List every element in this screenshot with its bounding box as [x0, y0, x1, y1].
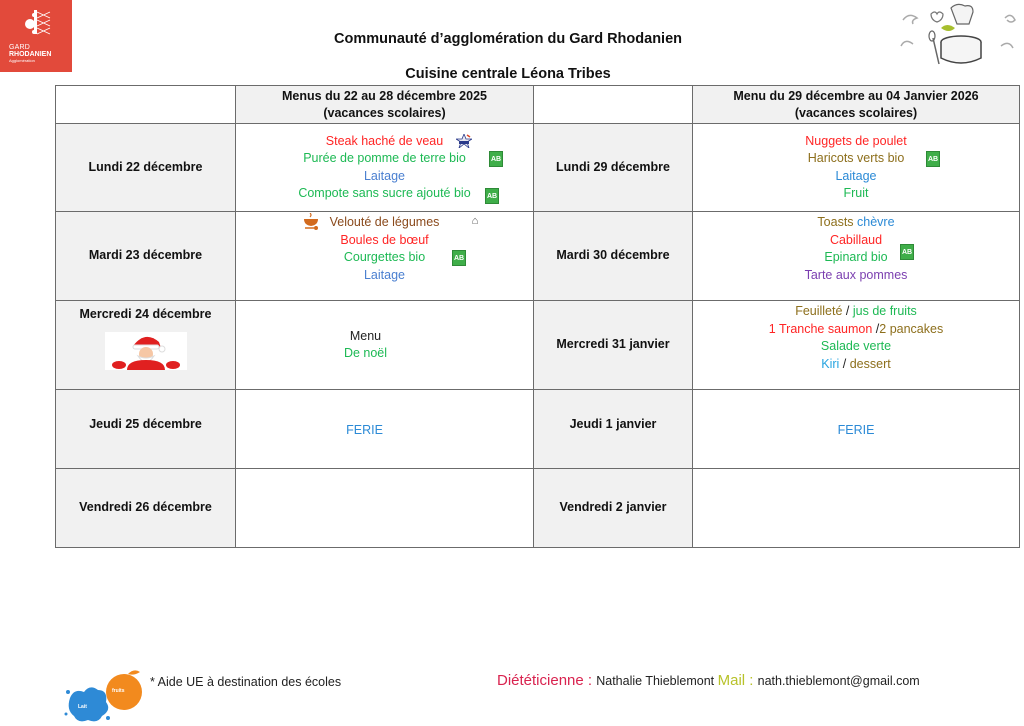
menu-item: Nuggets de poulet: [805, 133, 907, 148]
header-corner-cell: [56, 86, 236, 124]
organization-title: Communauté d’agglomération du Gard Rhodanien: [333, 31, 682, 47]
fruits-legumes-ecole-logo: [106, 670, 142, 710]
day-cell: Lundi 22 décembre: [56, 124, 236, 212]
menu-item: FERIE: [346, 423, 383, 438]
menu-item: Boules de bœuf: [340, 232, 429, 247]
kitchen-title: Cuisine centrale Léona Tribes: [405, 66, 611, 82]
logo-line3: Agglomération: [9, 58, 35, 63]
day-label: Jeudi 1 janvier: [569, 417, 657, 432]
menu-item-part: Kiri: [821, 356, 843, 371]
menu-item-part: 1 Tranche saumon: [768, 321, 876, 336]
table-row: [56, 212, 1020, 301]
menu-item-text: Haricots verts bio: [807, 151, 905, 165]
ab-bio-icon: AB: [900, 244, 914, 260]
day-cell: Mercredi 31 janvier: [534, 301, 693, 390]
dietitian-label: Diététicienne :: [497, 672, 597, 689]
menu-cell: [693, 124, 1020, 212]
menu-cell: [236, 469, 534, 548]
menu-item: [693, 356, 1019, 374]
menu-item: [236, 185, 533, 203]
logo-line2: RHODANIEN: [9, 51, 52, 58]
day-cell: Vendredi 2 janvier: [534, 469, 693, 548]
table-row: [56, 124, 1020, 212]
day-cell: [534, 390, 693, 469]
menu-item: [693, 150, 1019, 168]
menu-item: Cabillaud: [829, 232, 883, 247]
menu-cell: [236, 212, 534, 301]
ab-bio-icon: AB: [485, 188, 499, 204]
homemade-icon: ⌂: [471, 215, 479, 227]
day-cell: Vendredi 26 décembre: [56, 469, 236, 548]
menu-cell: [693, 469, 1020, 548]
menu-item: Fruit: [843, 186, 869, 200]
lait-produits-laitiers-ecole-logo: [65, 687, 111, 721]
table-row: [56, 301, 1020, 390]
day-label: Mercredi 24 décembre: [79, 307, 212, 322]
menu-cell: [693, 301, 1020, 390]
menu-item-part: Toasts: [817, 215, 858, 229]
menu-item-part: dessert: [849, 356, 891, 371]
menu-item: Menu: [349, 328, 382, 343]
menu-item-part: jus de fruits: [852, 304, 917, 318]
menu-item-text: Purée de pomme de terre bio: [303, 151, 466, 165]
menu-cell: [693, 390, 1020, 469]
soup-bowl-icon: [302, 213, 320, 231]
menu-item: [693, 214, 1019, 232]
menu-item-part: /: [845, 304, 853, 318]
menu-item: [693, 249, 1019, 267]
santa-claus-icon: [105, 332, 187, 370]
menu-item-part: 2 pancakes: [879, 321, 944, 336]
dietitian-name: Nathalie Thieblemont: [596, 674, 718, 688]
menu-item-part: chèvre: [857, 215, 895, 229]
svg-text:fruits: fruits: [112, 688, 125, 694]
week2-title: Menu du 29 décembre au 04 Janvier 2026: [733, 88, 979, 103]
week1-note: (vacances scolaires): [323, 105, 446, 120]
menu-item: Tarte aux pommes: [804, 267, 908, 282]
menu-item-text: Courgettes bio: [343, 250, 426, 264]
menu-item: [236, 214, 533, 232]
menu-item: De noël: [343, 346, 388, 360]
day-cell: Mardi 23 décembre: [56, 212, 236, 301]
menu-item-text: Compote sans sucre ajouté bio: [298, 186, 471, 200]
menu-cell: [693, 212, 1020, 301]
menu-item: Laitage: [835, 168, 877, 183]
day-cell: Mardi 30 décembre: [534, 212, 693, 301]
menu-item: Salade verte: [820, 339, 892, 353]
menu-item-text: Steak haché de veau: [325, 133, 444, 148]
week2-header: [693, 86, 1020, 124]
menu-item-text: Velouté de légumes: [329, 215, 440, 229]
menu-item: Laitage: [363, 168, 405, 183]
eu-aid-note: * Aide UE à destination des écoles: [150, 675, 342, 689]
table-row: [56, 469, 1020, 548]
svg-text:Lait: Lait: [78, 704, 87, 710]
menu-item-part: /: [875, 321, 880, 336]
viande-bovine-francaise-icon: [456, 134, 472, 148]
menu-item: [236, 133, 533, 151]
header-corner-cell-2: [534, 86, 693, 124]
mail-label: Mail :: [717, 672, 758, 689]
menu-item-part: Feuilleté: [795, 304, 846, 318]
menu-cell: [236, 301, 534, 390]
menu-item: [236, 150, 533, 168]
ab-bio-icon: AB: [452, 250, 466, 266]
day-cell: Lundi 29 décembre: [534, 124, 693, 212]
ab-bio-icon: AB: [489, 151, 503, 167]
menu-item-part: /: [842, 356, 850, 371]
day-label: Jeudi 25 décembre: [89, 417, 202, 432]
week1-header: [236, 86, 534, 124]
week1-title: Menus du 22 au 28 décembre 2025: [282, 88, 487, 103]
menu-item-text: Epinard bio: [824, 250, 888, 264]
menu-item: [236, 249, 533, 267]
ab-bio-icon: AB: [926, 151, 940, 167]
contact-line: [497, 672, 920, 689]
mail-address[interactable]: nath.thieblemont@gmail.com: [757, 674, 920, 688]
table-row: [56, 390, 1020, 469]
menu-cell: [236, 390, 534, 469]
menu-item: [693, 303, 1019, 321]
menu-cell: [236, 124, 534, 212]
menu-item: Laitage: [363, 267, 405, 282]
week2-note: (vacances scolaires): [794, 105, 918, 120]
table-header-row: [56, 86, 1020, 124]
logo-line1: GARD: [9, 44, 31, 51]
menu-item: FERIE: [837, 423, 875, 438]
school-program-logos: [64, 668, 144, 726]
menu-item: [693, 321, 1019, 339]
menu-table: [55, 85, 1020, 548]
